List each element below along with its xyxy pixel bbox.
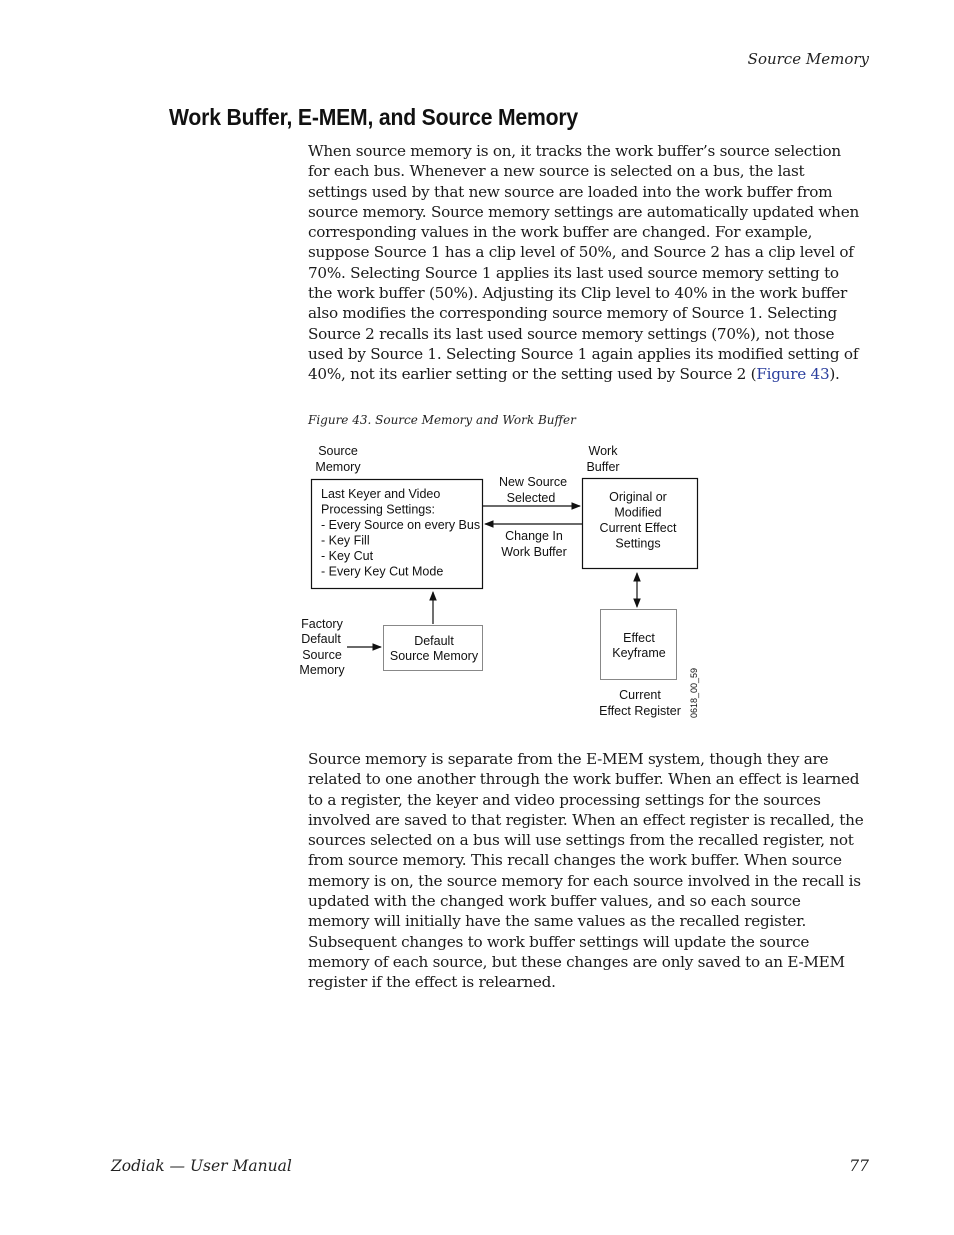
label-line: Current <box>619 688 661 702</box>
label-line: New Source <box>498 475 568 489</box>
factory-default-label <box>299 617 345 677</box>
current-effect-register-label <box>599 688 681 718</box>
box-line: - Key Fill <box>321 533 370 548</box>
new-source-selected-label <box>499 475 567 505</box>
box-line: Default <box>414 634 454 648</box>
label-line: Source <box>302 648 342 662</box>
figure-caption: Figure 43. Source Memory and Work Buffer <box>308 413 576 427</box>
label-line: Memory <box>315 460 361 474</box>
box-line: Modified <box>614 505 662 520</box>
figure-id: 0618_00_59 <box>689 667 699 718</box>
running-header: Source Memory <box>747 50 869 68</box>
label-line: Buffer <box>586 460 620 474</box>
figure-43-link[interactable]: Figure 43 <box>756 365 830 384</box>
box-line: Current Effect <box>599 521 677 535</box>
label-line: Default <box>301 632 341 646</box>
box-line: Effect <box>623 631 655 645</box>
paragraph-text: ). <box>829 365 840 384</box>
change-in-work-buffer-label <box>501 529 567 559</box>
work-buffer-label <box>586 444 619 474</box>
label-line: Work Buffer <box>501 545 567 559</box>
box-line: - Every Key Cut Mode <box>321 564 444 579</box>
footer-manual-title: Zodiak — User Manual <box>111 1157 292 1175</box>
source-memory-label <box>315 444 361 474</box>
label-line: Selected <box>506 491 556 505</box>
box-line: - Every Source on every Bus <box>321 518 481 532</box>
box-line: - Key Cut <box>321 549 374 563</box>
label-line: Work <box>588 444 618 458</box>
box-line: Source Memory <box>389 649 479 663</box>
label-line: Memory <box>299 663 345 677</box>
label-line: Factory <box>301 617 343 631</box>
box-line: Processing Settings: <box>321 502 435 517</box>
label-line: Change In <box>505 529 563 543</box>
box-line: Last Keyer and Video <box>321 487 441 501</box>
label-line: Source <box>318 444 358 458</box>
body-paragraph-2: Source memory is separate from the E-MEM system, though they are related to one another through the work buffer. When an effect is learned to a register, the keyer and video processing settings for the sources involved are saved to that register. When an effect register is recalled, the sources selected on a bus will use settings from the recalled register, not from source memory. This recall changes the work buffer. When source memory is on, the source memory for each source involved in the recall is updated with the changed work buffer values, and so each source memory will initially have the same values as the recalled register. Subsequent changes to work buffer settings will update the source memory of each source, but these changes are only saved to an E-MEM register if the effect is relearned. <box>308 750 864 992</box>
paragraph-text: When source memory is on, it tracks the work buffer’s source selection for each bus. Whenever a new source is selected on a bus, the last settings used by that new source are loaded into the work buffer from source memory. Source memory settings are automatically updated when corresponding values in the work buffer are changed. For example, suppose Source 1 has a clip level of 50%, and Source 2 has a clip level of 70%. Selecting Source 1 applies its last used source memory setting to the work buffer (50%). Adjusting its Clip level to 40% in the work buffer also modifies the corresponding source memory of Source 1. Selecting Source 2 recalls its last used source memory settings (70%), not those used by Source 1. Selecting Source 1 again applies its modified setting of 40%, not its earlier setting or the setting used by Source 2 ( <box>308 142 859 384</box>
box-line: Original or <box>609 490 667 504</box>
box-line: Settings <box>615 536 661 551</box>
box-line: Keyframe <box>612 646 666 660</box>
label-line: Effect Register <box>599 704 681 718</box>
body-paragraph-1 <box>308 141 866 385</box>
page-number: 77 <box>849 1157 869 1175</box>
source-memory-diagram <box>290 436 720 726</box>
default-source-memory-box <box>384 626 483 671</box>
section-title: Work Buffer, E-MEM, and Source Memory <box>169 104 579 130</box>
